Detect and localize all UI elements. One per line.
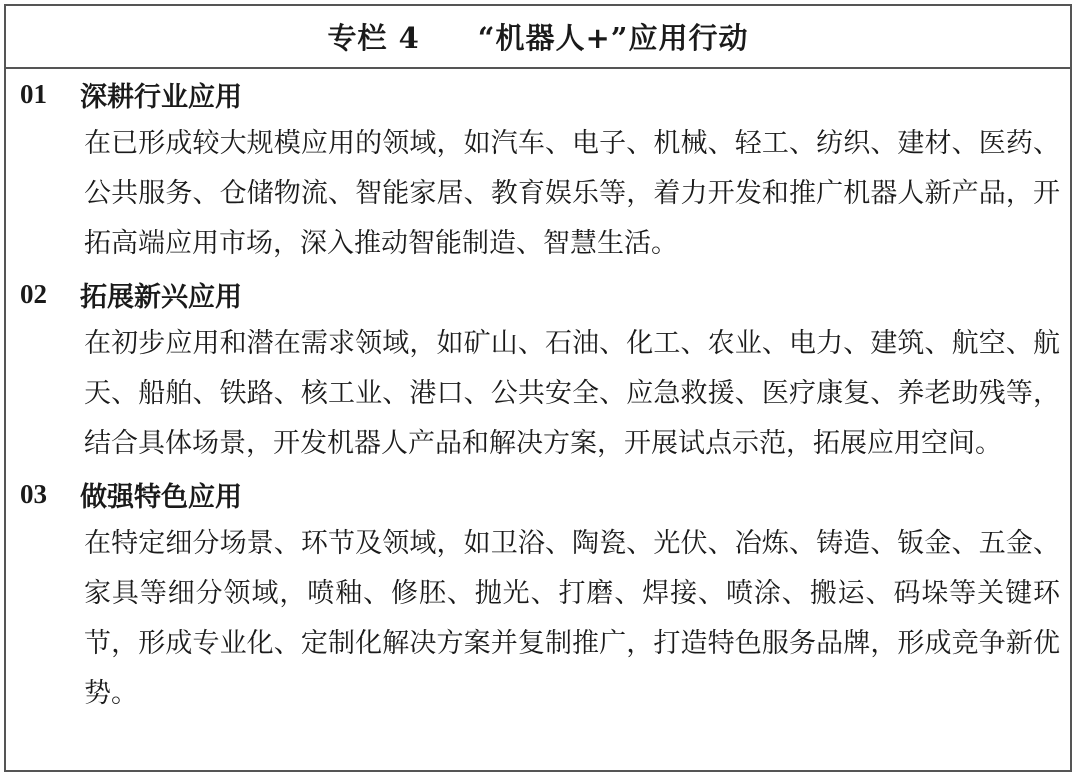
section-03 xyxy=(6,469,1070,719)
section-header xyxy=(6,469,1070,519)
section-01 xyxy=(6,69,1070,269)
section-body: 在初步应用和潜在需求领域，如矿山、石油、化工、农业、电力、建筑、航空、航天、船舶、铁路、核工业、港口、公共安全、应急救援、医疗康复、养老助残等，结合具体场景，开发机器人产品和解决方案，开展试点示范，拓展应用空间。 xyxy=(84,328,1060,459)
section-number: 01 xyxy=(20,78,47,109)
section-header xyxy=(6,269,1070,319)
box-title-bar xyxy=(6,6,1070,69)
section-02 xyxy=(6,269,1070,469)
section-title: 深耕行业应用 xyxy=(80,81,242,113)
box-title: “机器人+”应用行动 xyxy=(477,21,749,55)
section-body: 在已形成较大规模应用的领域，如汽车、电子、机械、轻工、纺织、建材、医药、公共服务、仓储物流、智能家居、教育娱乐等，着力开发和推广机器人新产品，开拓高端应用市场，深入推动智能制造、智慧生活。 xyxy=(84,128,1060,259)
section-title: 拓展新兴应用 xyxy=(80,281,242,313)
section-number: 02 xyxy=(20,278,47,309)
section-number: 03 xyxy=(20,478,47,509)
section-body: 在特定细分场景、环节及领域，如卫浴、陶瓷、光伏、冶炼、铸造、钣金、五金、家具等细分领域，喷釉、修胚、抛光、打磨、焊接、喷涂、搬运、码垛等关键环节，形成专业化、定制化解决方案并复制推广，打造特色服务品牌，形成竞争新优势。 xyxy=(84,528,1060,709)
box-number: 专栏 4 xyxy=(327,21,420,55)
section-title: 做强特色应用 xyxy=(80,481,242,513)
feature-box xyxy=(4,4,1072,772)
section-header xyxy=(6,69,1070,119)
